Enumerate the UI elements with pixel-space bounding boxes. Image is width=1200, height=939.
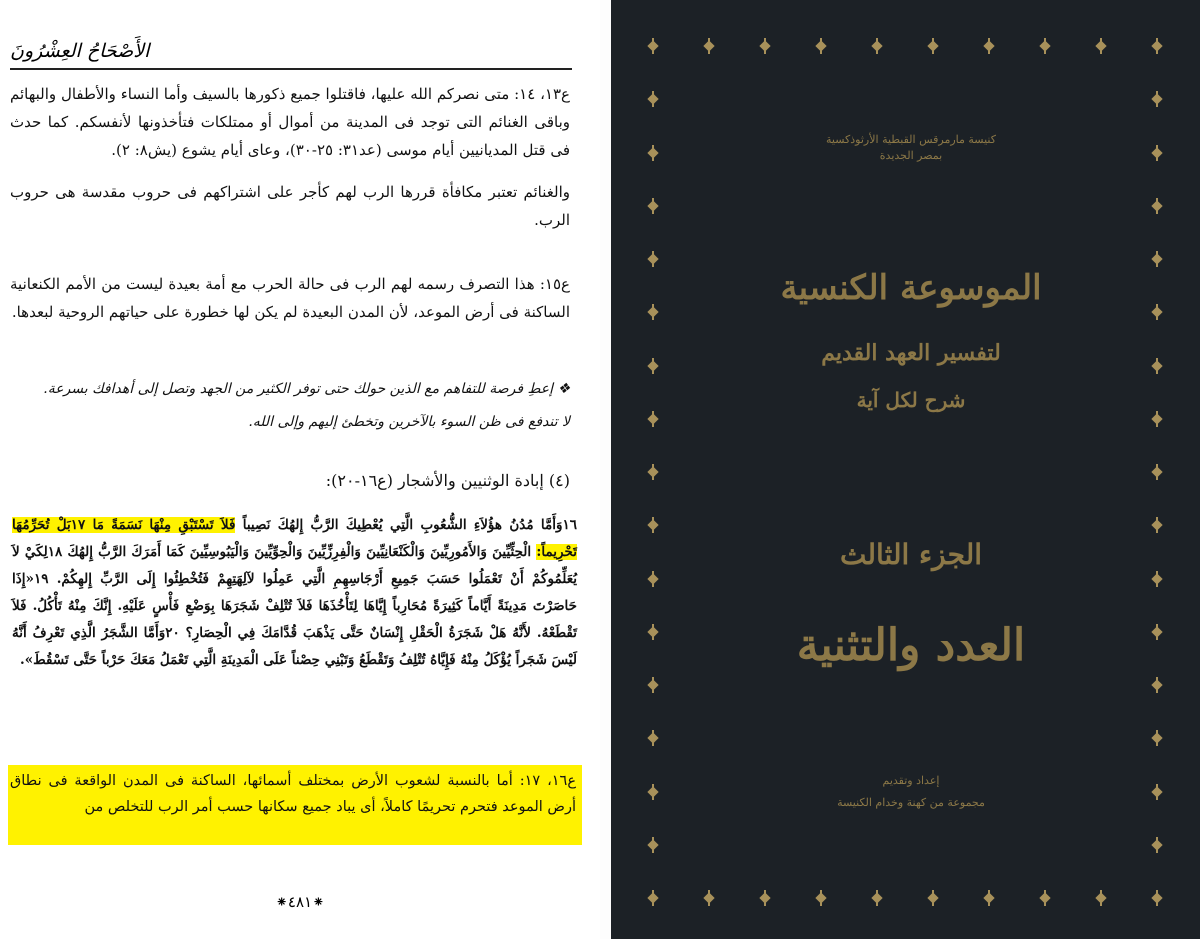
publisher-line-2: بمصر الجديدة: [879, 149, 943, 162]
cross-ornament-icon: [1150, 625, 1164, 639]
cross-ornament-icon: [646, 359, 660, 373]
cross-ornament-icon: [982, 891, 996, 905]
cross-ornament-icon: [646, 146, 660, 160]
scripture-text-rest: الْحِثِّيِّينَ وَالأَمُورِيِّينَ وَالْكَنْعَانِيِّينَ وَالْفِرِزِّيِّينَ وَالْحِوِّيِّينَ وَالْيَبُوسِيِّينَ كَمَا أَمَرَكَ الرَّبُّ إِلهُكَ ١٨لِكَيْ لاَ يُعَلِّمُوكُمْ أَنْ تَعْمَلُوا حَسَبَ جَمِيعِ أَرْجَاسِهِمِ الَّتِي عَمِلُوا لآلِهَتِهِمْ فَتُخْطِئُوا إِلَى الرَّبِّ إِلهِكُمْ. ١٩«إِذَا حَاصَرْتَ مَدِينَةً أَيَّاماً كَثِيرَةً مُحَارِباً إِيَّاهَا لِتَأْخُذَهَا فَلاَ تُتْلِفْ شَجَرَهَا بِوَضْعِ فَأْسٍ عَلَيْهِ. إِنَّكَ مِنْهُ تَأْكُلُ. فَلاَ تَقْطَعْهُ. لأَنَّهُ هَلْ شَجَرَةُ الْحَقْلِ إِنْسَانٌ حَتَّى يَذْهَبَ قُدَّامَكَ فِي الْحِصَارِ؟ ٢٠وَأَمَّا الشَّجَرُ الَّذِي تَعْرِفُ أَنَّهُ لَيْسَ شَجَراً يُؤْكَلُ مِنْهُ فَإِيَّاهُ تُتْلِفُ وَتَقْطَعُ وَتَبْنِي حِصْناً عَلَى الْمَدِينَةِ الَّتِي تَعْمَلُ مَعَكَ حَرْباً حَتَّى تَسْقُطَ».: [12, 544, 577, 668]
section-heading: (٤) إبادة الوثنيين والأشجار (ع١٦-٢٠):: [325, 471, 570, 490]
cross-ornament-icon: [814, 891, 828, 905]
cross-ornament-icon: [1150, 199, 1164, 213]
cross-ornament-icon: [1150, 252, 1164, 266]
cross-ornament-icon: [646, 305, 660, 319]
cross-ornament-icon: [646, 785, 660, 799]
scripture-block: [12, 512, 577, 674]
cross-ornament-icon: [1150, 92, 1164, 106]
preparers-line-2: مجموعة من كهنة وخدام الكنيسة: [837, 796, 985, 809]
cross-ornament-icon: [646, 625, 660, 639]
cross-ornament-icon: [926, 891, 940, 905]
cross-ornament-icon: [1094, 39, 1108, 53]
cross-ornament-icon: [1150, 838, 1164, 852]
page-number: ⁕٤٨١⁕: [275, 893, 325, 911]
commentary-paragraph-15: ع١٥: هذا التصرف رسمه لهم الرب فى حالة الحرب مع أمة بعيدة ليست من الأمم الكنعانية الساكنة فى أرض الموعد، لأن المدن البعيدة لم يكن لها خطورة على حياتهم الروحية لبعدها.: [10, 275, 570, 321]
cross-ornament-icon: [646, 838, 660, 852]
cover-part: الجزء الثالث: [839, 538, 983, 571]
cross-ornament-icon: [646, 199, 660, 213]
page-header: [10, 40, 572, 70]
cross-ornament-icon: [1150, 572, 1164, 586]
cross-ornament-icon: [646, 572, 660, 586]
cross-ornament-icon: [1150, 785, 1164, 799]
cross-ornament-icon: [646, 92, 660, 106]
cross-ornament-icon: [1038, 39, 1052, 53]
cross-ornament-icon: [1150, 891, 1164, 905]
cross-ornament-icon: [1150, 731, 1164, 745]
cover-title: الموسوعة الكنسية: [780, 268, 1042, 308]
cross-ornament-icon: [926, 39, 940, 53]
cross-ornament-icon: [646, 412, 660, 426]
cross-ornament-icon: [646, 731, 660, 745]
cross-ornament-icon: [758, 39, 772, 53]
cross-ornament-icon: [982, 39, 996, 53]
cross-ornament-icon: [1150, 146, 1164, 160]
cross-ornament-icon: [702, 39, 716, 53]
cross-ornament-icon: [870, 39, 884, 53]
preparers-line-1: إعداد وتقديم: [882, 774, 940, 787]
cross-ornament-icon: [1150, 359, 1164, 373]
scripture-text-start: ١٦وَأَمَّا مُدُنُ هؤُلاَءِ الشُّعُوبِ الَّتِي يُعْطِيكَ الرَّبُّ إِلهُكَ نَصِيباً: [235, 517, 578, 533]
cross-ornament-icon: [646, 891, 660, 905]
cross-ornament-icon: [1038, 891, 1052, 905]
cross-ornament-icon: [646, 252, 660, 266]
cross-ornament-icon: [646, 678, 660, 692]
chapter-title: الأَصْحَاحُ العِشْرُونَ: [10, 40, 150, 62]
spiritual-note-1: ❖ إعطِ فرصة للتفاهم مع الذين حولك حتى توفر الكثير من الجهد وتصل إلى أهدافك بسرعة.: [43, 381, 570, 397]
commentary-paragraph-spoils: والغنائم تعتبر مكافأة قررها الرب لهم كأجر على اشتراكهم فى حروب مقدسة هى حروب الرب.: [10, 183, 570, 229]
commentary-paragraph-13-14: ع١٣، ١٤: متى نصركم الله عليها، فاقتلوا جميع ذكورها بالسيف وأما النساء والأطفال والبهائم وباقى الغنائم التى توجد فى المدينة من أموال أو ممتلكات فتأخذونها لأنفسكم. كما حدث فى قتل المديانيين أيام موسى (عد٣١: ٢٥-٣٠)، وعاى أيام يشوع (يش٨: ٢).: [10, 85, 570, 159]
cross-ornament-icon: [1150, 518, 1164, 532]
cross-ornament-icon: [870, 891, 884, 905]
cover-subtitle-2: شرح لكل آية: [856, 388, 966, 412]
cross-ornament-icon: [1150, 412, 1164, 426]
cross-ornament-icon: [758, 891, 772, 905]
cross-ornament-icon: [646, 518, 660, 532]
cover-preparers: [671, 770, 1151, 814]
spiritual-note-2: لا تندفع فى ظن السوء بالآخرين وتخطئ إليهم وإلى الله.: [248, 414, 570, 430]
highlighted-scripture: فَلاَ تَسْتَبْقِ مِنْهَا نَسَمَةً مَا ١٧بَلْ تُحَرِّمُهَا تَحْرِيماً:: [12, 517, 577, 560]
cross-ornament-icon: [1150, 305, 1164, 319]
cross-ornament-icon: [1150, 465, 1164, 479]
book-cover: [611, 0, 1200, 939]
cross-ornament-icon: [1150, 678, 1164, 692]
cross-ornament-icon: [1094, 891, 1108, 905]
image-divider: [600, 0, 611, 939]
cross-ornament-icon: [814, 39, 828, 53]
cross-ornament-icon: [1150, 39, 1164, 53]
cover-publisher: [701, 132, 1121, 164]
cross-ornament-icon: [646, 465, 660, 479]
publisher-line-1: كنيسة مارمرقس القبطية الأرثوذكسية: [826, 133, 996, 146]
commentary-paragraph-16-17: ع١٦، ١٧: أما بالنسبة لشعوب الأرض بمختلف أسمائها، الساكنة فى المدن الواقعة فى نطاق أرض الموعد فتحرم تحريمًا كاملاً، أى يباد جميع سكانها حسب أمر الرب للتخلص من: [10, 773, 576, 815]
cover-subtitle-1: لتفسير العهد القديم: [821, 340, 1001, 366]
cross-ornament-icon: [702, 891, 716, 905]
cross-ornament-icon: [646, 39, 660, 53]
cover-books: العدد والتثنية: [796, 620, 1026, 671]
